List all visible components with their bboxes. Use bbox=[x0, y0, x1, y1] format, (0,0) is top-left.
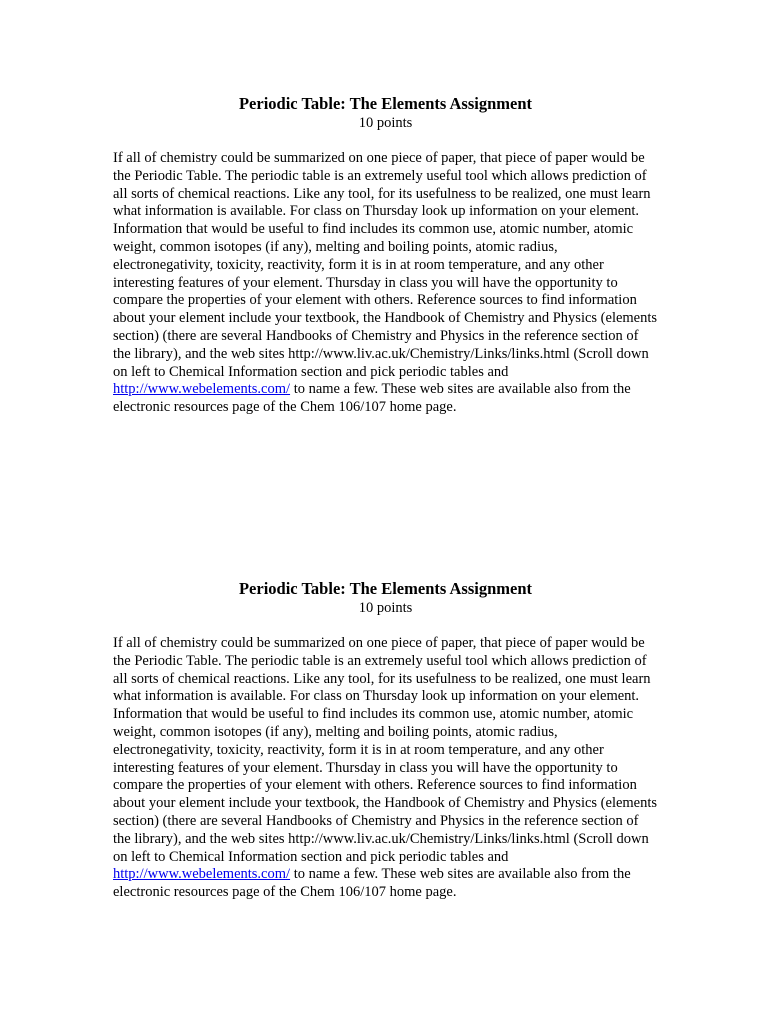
body-text-after-link: to name a few. These web sites are available also from the electronic resources page of the Chem 106/107 home page. bbox=[113, 381, 631, 416]
body-text-before-link: If all of chemistry could be summarized on one piece of paper, that piece of paper would be the Periodic Table. The periodic table is an extremely useful tool which allows prediction of all sorts of chemical reactions. Like any tool, for its usefulness to be realized, one must learn what information is available. For class on Thursday look up information on your element. Information that would be useful to find includes its common use, atomic number, atomic weight, common isotopes (if any), melting and boiling points, atomic radius, electronegativity, toxicity, reactivity, form it is in at room temperature, and any other interesting features of your element. Thursday in class you will have the opportunity to compare the properties of your element with others. Reference sources to find information about your element include your textbook, the Handbook of Chemistry and Physics (elements section) (there are several Handbooks of Chemistry and Physics in the reference section of the library), and the web sites http://www.liv.ac.uk/Chemistry/Links/links.html (Scroll down on left to Chemical Information section and pick periodic tables and bbox=[113, 635, 658, 865]
assignment-section-1 bbox=[113, 94, 658, 417]
assignment-section-2 bbox=[113, 579, 658, 902]
webelements-link[interactable]: http://www.webelements.com/ bbox=[113, 866, 291, 883]
body-text-before-link: If all of chemistry could be summarized on one piece of paper, that piece of paper would be the Periodic Table. The periodic table is an extremely useful tool which allows prediction of all sorts of chemical reactions. Like any tool, for its usefulness to be realized, one must learn what information is available. For class on Thursday look up information on your element. Information that would be useful to find includes its common use, atomic number, atomic weight, common isotopes (if any), melting and boiling points, atomic radius, electronegativity, toxicity, reactivity, form it is in at room temperature, and any other interesting features of your element. Thursday in class you will have the opportunity to compare the properties of your element with others. Reference sources to find information about your element include your textbook, the Handbook of Chemistry and Physics (elements section) (there are several Handbooks of Chemistry and Physics in the reference section of the library), and the web sites http://www.liv.ac.uk/Chemistry/Links/links.html (Scroll down on left to Chemical Information section and pick periodic tables and bbox=[113, 150, 658, 380]
assignment-title: Periodic Table: The Elements Assignment bbox=[238, 94, 533, 113]
assignment-body bbox=[113, 150, 658, 417]
assignment-body bbox=[113, 635, 658, 902]
webelements-link[interactable]: http://www.webelements.com/ bbox=[113, 381, 291, 398]
assignment-title: Periodic Table: The Elements Assignment bbox=[238, 579, 533, 598]
points-label: 10 points bbox=[358, 600, 413, 616]
points-label: 10 points bbox=[358, 115, 413, 131]
body-text-after-link: to name a few. These web sites are available also from the electronic resources page of the Chem 106/107 home page. bbox=[113, 866, 631, 901]
